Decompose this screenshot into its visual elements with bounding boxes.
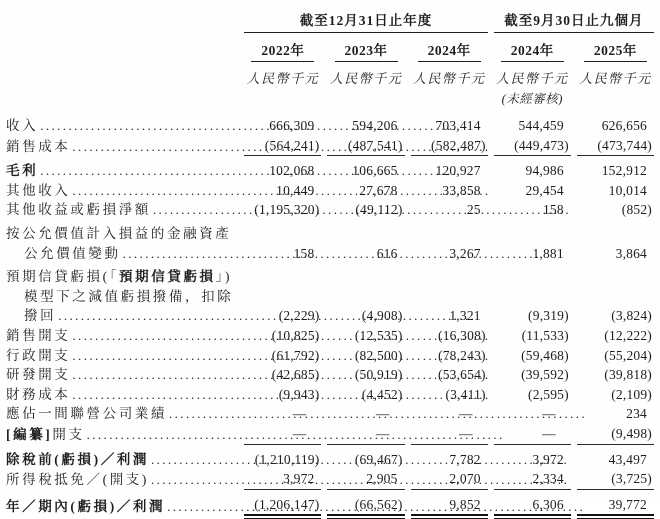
header-spacer (6, 33, 238, 62)
value-cell: (487,541) (327, 136, 404, 157)
value-cell: (2,229) (278, 308, 320, 324)
header-spacer (6, 62, 238, 116)
value-cell: (2,109) (611, 386, 652, 402)
dot-leader (169, 404, 238, 424)
value-cell: (9,319) (528, 308, 569, 324)
value-cell: 25 (466, 202, 481, 218)
value-cell: (39,592) (521, 367, 569, 383)
value-cell: 594,206 (352, 118, 398, 133)
unit-label: 人民幣千元 (246, 71, 320, 86)
row-label-line (6, 267, 238, 287)
interim-period-header: 截至9月30日止九個月 (494, 2, 654, 33)
row-label-line (6, 181, 238, 201)
header-spacer (6, 2, 238, 33)
value-cell: — (375, 406, 390, 422)
value-cell: 9,852 (411, 490, 488, 517)
row-label-line (6, 450, 238, 470)
value-cell: 43,497 (608, 451, 647, 467)
row-label-line (6, 200, 238, 220)
value-cell: 2,905 (327, 469, 404, 490)
row-label-line (6, 306, 238, 326)
row-label-line (6, 137, 238, 157)
value-cell: 1,321 (449, 308, 481, 324)
value-cell: (3,725) (577, 469, 654, 490)
value-cell: (11,533) (521, 327, 569, 343)
value-cell: — (327, 424, 404, 445)
row-label (6, 424, 238, 445)
row-label-line (6, 326, 238, 346)
value-cell: (2,595) (528, 386, 569, 402)
row-label (6, 220, 238, 263)
row-label (6, 469, 238, 490)
dot-leader (72, 137, 238, 157)
year-label: 2024年 (501, 38, 564, 62)
table-row (6, 445, 654, 470)
table-header (6, 2, 654, 116)
table-body (6, 116, 654, 516)
value-cell: 158 (293, 245, 315, 261)
label-text: 銷售開支 (6, 327, 71, 343)
label-text: 行政開支 (6, 347, 71, 363)
value-cell: (55,204) (604, 347, 652, 363)
value-cell: (61,792) (271, 347, 320, 363)
table-row (6, 385, 654, 405)
value-cell: 120,927 (435, 163, 481, 179)
value-cell: (4,908) (361, 308, 403, 324)
row-label-line (6, 161, 238, 181)
table-row (6, 346, 654, 366)
label-text: [編纂] (6, 426, 53, 442)
row-label (6, 116, 238, 136)
unaudited-note: (未經審核) (501, 92, 563, 106)
table-row (6, 490, 654, 517)
label-text: 財務成本 (6, 386, 71, 402)
value-cell: (59,468) (521, 347, 569, 363)
row-label (6, 156, 238, 181)
value-cell: — (244, 424, 321, 445)
value-cell: (50,919) (354, 367, 403, 383)
row-label-line (6, 470, 238, 490)
value-cell: 1,881 (532, 245, 564, 261)
dot-leader (167, 497, 238, 517)
row-label-line (6, 385, 238, 405)
value-cell: 666,309 (269, 118, 315, 133)
row-label (6, 326, 238, 346)
label-text: 模型下之減值虧損撥備，扣除 (24, 288, 234, 304)
dot-leader (72, 326, 238, 346)
year-label: 2022年 (251, 38, 314, 62)
value-cell: (78,243) (438, 347, 486, 363)
row-label (6, 490, 238, 517)
dot-leader (40, 161, 238, 181)
table-row (6, 116, 654, 136)
value-cell: 626,656 (601, 118, 647, 133)
unit-label: 人民幣千元 (329, 71, 403, 86)
value-cell: (69,467) (354, 451, 403, 467)
dot-leader (153, 200, 238, 220)
year-column-2024 (411, 33, 488, 62)
value-cell: 10,449 (276, 182, 315, 198)
year-label: 2024年 (418, 38, 481, 62)
value-cell: (3,824) (611, 308, 652, 324)
row-label (6, 346, 238, 366)
label-text: 銷售成本 (6, 138, 71, 154)
value-cell: 2,070 (411, 469, 488, 490)
value-cell: 3,972 (532, 451, 564, 467)
year-column-2023 (327, 33, 404, 62)
row-label-line (6, 365, 238, 385)
dot-leader (151, 450, 238, 470)
row-label (6, 181, 238, 201)
unit-label: 人民幣千元 (579, 71, 652, 86)
value-cell: (4,452) (361, 386, 403, 402)
value-cell: (9,943) (278, 386, 320, 402)
value-cell: (582,487) (411, 136, 488, 157)
value-cell: (9,498) (577, 424, 654, 445)
label-text: 應佔一間聯營公司業績 (6, 406, 167, 422)
dot-leader (72, 365, 238, 385)
row-label-line (6, 404, 238, 424)
year-column-2025-interim (577, 33, 654, 62)
table-row (6, 181, 654, 201)
row-label-line (6, 224, 238, 244)
value-cell: — (494, 424, 571, 445)
value-cell: (49,112) (355, 202, 403, 218)
value-cell: 33,858 (442, 182, 481, 198)
label-text: 除稅前(虧損)／利潤 (6, 451, 149, 467)
table-row (6, 469, 654, 490)
table-row (6, 200, 654, 220)
value-cell: (473,744) (577, 136, 654, 157)
table-row (6, 326, 654, 346)
value-cell: 234 (626, 406, 647, 422)
income-statement-table (0, 2, 660, 516)
dot-leader (123, 244, 239, 264)
row-label-line (6, 116, 238, 136)
label-text: 其他收益或虧損淨額 (6, 202, 151, 218)
value-cell: — (459, 406, 473, 422)
table-row (6, 156, 654, 181)
year-column-2024-interim (494, 33, 571, 62)
row-label (6, 263, 238, 326)
period-group-row (6, 2, 654, 33)
label-text: 預期信貸虧損 (119, 269, 216, 285)
value-cell: (1,195,320) (254, 202, 320, 218)
value-cell: 7,782 (449, 451, 481, 467)
row-label (6, 200, 238, 220)
value-cell: (12,535) (354, 327, 403, 343)
dot-leader (72, 346, 238, 366)
label-text: 預期信貸虧損(「 (6, 269, 120, 285)
table-row (6, 365, 654, 385)
unit-label-with-unaudited (494, 62, 571, 116)
dot-leader (87, 425, 239, 445)
value-cell: (564,241) (244, 136, 321, 157)
value-cell: (39,818) (604, 367, 652, 383)
value-cell: 152,912 (601, 163, 647, 179)
dot-leader (72, 181, 238, 201)
label-text: 年／期內(虧損)／利潤 (6, 498, 166, 514)
row-label-line (6, 425, 238, 445)
value-cell: (1,206,147) (244, 490, 321, 517)
value-cell: 3,267 (449, 245, 481, 261)
row-label (6, 365, 238, 385)
value-cell: (852) (621, 202, 652, 218)
row-label (6, 136, 238, 157)
value-cell: 102,068 (269, 163, 315, 179)
value-cell: (66,562) (327, 490, 404, 517)
label-text: 開支 (52, 426, 85, 442)
value-cell: (82,500) (354, 347, 403, 363)
dot-leader (72, 385, 238, 405)
value-cell: 39,772 (577, 490, 654, 517)
unit-label: 人民幣千元 (496, 71, 569, 86)
row-label-line (6, 346, 238, 366)
year-label: 2023年 (335, 38, 398, 62)
annual-period-header: 截至12月31日止年度 (244, 2, 487, 33)
value-cell: (1,210,119) (254, 451, 320, 467)
value-cell: 94,986 (525, 163, 564, 179)
value-cell: 2,334 (494, 469, 571, 490)
row-label-line (6, 497, 238, 517)
value-cell: (449,473) (494, 136, 571, 157)
table-row (6, 220, 654, 263)
value-cell: (12,222) (604, 327, 652, 343)
year-label: 2025年 (584, 38, 647, 62)
value-cell: (42,685) (271, 367, 320, 383)
value-cell: 3,864 (615, 245, 647, 261)
year-column-2022 (244, 33, 321, 62)
value-cell: 10,014 (608, 182, 647, 198)
table-row (6, 136, 654, 157)
value-cell: — (411, 424, 488, 445)
unit-label: 人民幣千元 (412, 71, 486, 86)
value-cell: (3,411) (445, 386, 486, 402)
value-cell: 29,454 (525, 182, 564, 198)
row-label (6, 404, 238, 424)
value-cell: 703,414 (435, 118, 481, 133)
table-row (6, 424, 654, 445)
value-cell: (53,654) (438, 367, 486, 383)
label-text: 公允價值變動 (24, 245, 121, 261)
value-cell: (10,825) (271, 327, 320, 343)
table-row (6, 263, 654, 326)
value-cell: 544,459 (518, 118, 564, 133)
label-text: 所得稅抵免／(開支) (6, 472, 149, 488)
label-text: 研發開支 (6, 367, 71, 383)
label-text: 按公允價值計入損益的金融資產 (6, 225, 232, 241)
label-text: 撥回 (24, 308, 57, 324)
label-text: 」) (215, 269, 233, 285)
value-cell: 106,665 (352, 163, 398, 179)
value-cell: — (292, 406, 307, 422)
value-cell: 3,972 (244, 469, 321, 490)
row-label (6, 445, 238, 470)
label-text: 毛利 (6, 163, 39, 179)
label-text: 收入 (6, 118, 39, 133)
dot-leader (58, 306, 238, 326)
value-cell: 6,306 (494, 490, 571, 517)
value-cell: (16,308) (438, 327, 486, 343)
year-row (6, 33, 654, 62)
row-label-line (6, 287, 238, 307)
unit-row (6, 62, 654, 116)
value-cell: 27,678 (359, 182, 398, 198)
value-cell: — (542, 406, 556, 422)
table-row (6, 404, 654, 424)
prospectus-income-statement-page (0, 2, 660, 514)
label-text: 其他收入 (6, 182, 71, 198)
value-cell: 158 (542, 202, 564, 218)
value-cell: 616 (376, 245, 398, 261)
dot-leader (40, 116, 238, 136)
row-label (6, 385, 238, 405)
row-label-line (6, 244, 238, 264)
dot-leader (151, 470, 238, 490)
